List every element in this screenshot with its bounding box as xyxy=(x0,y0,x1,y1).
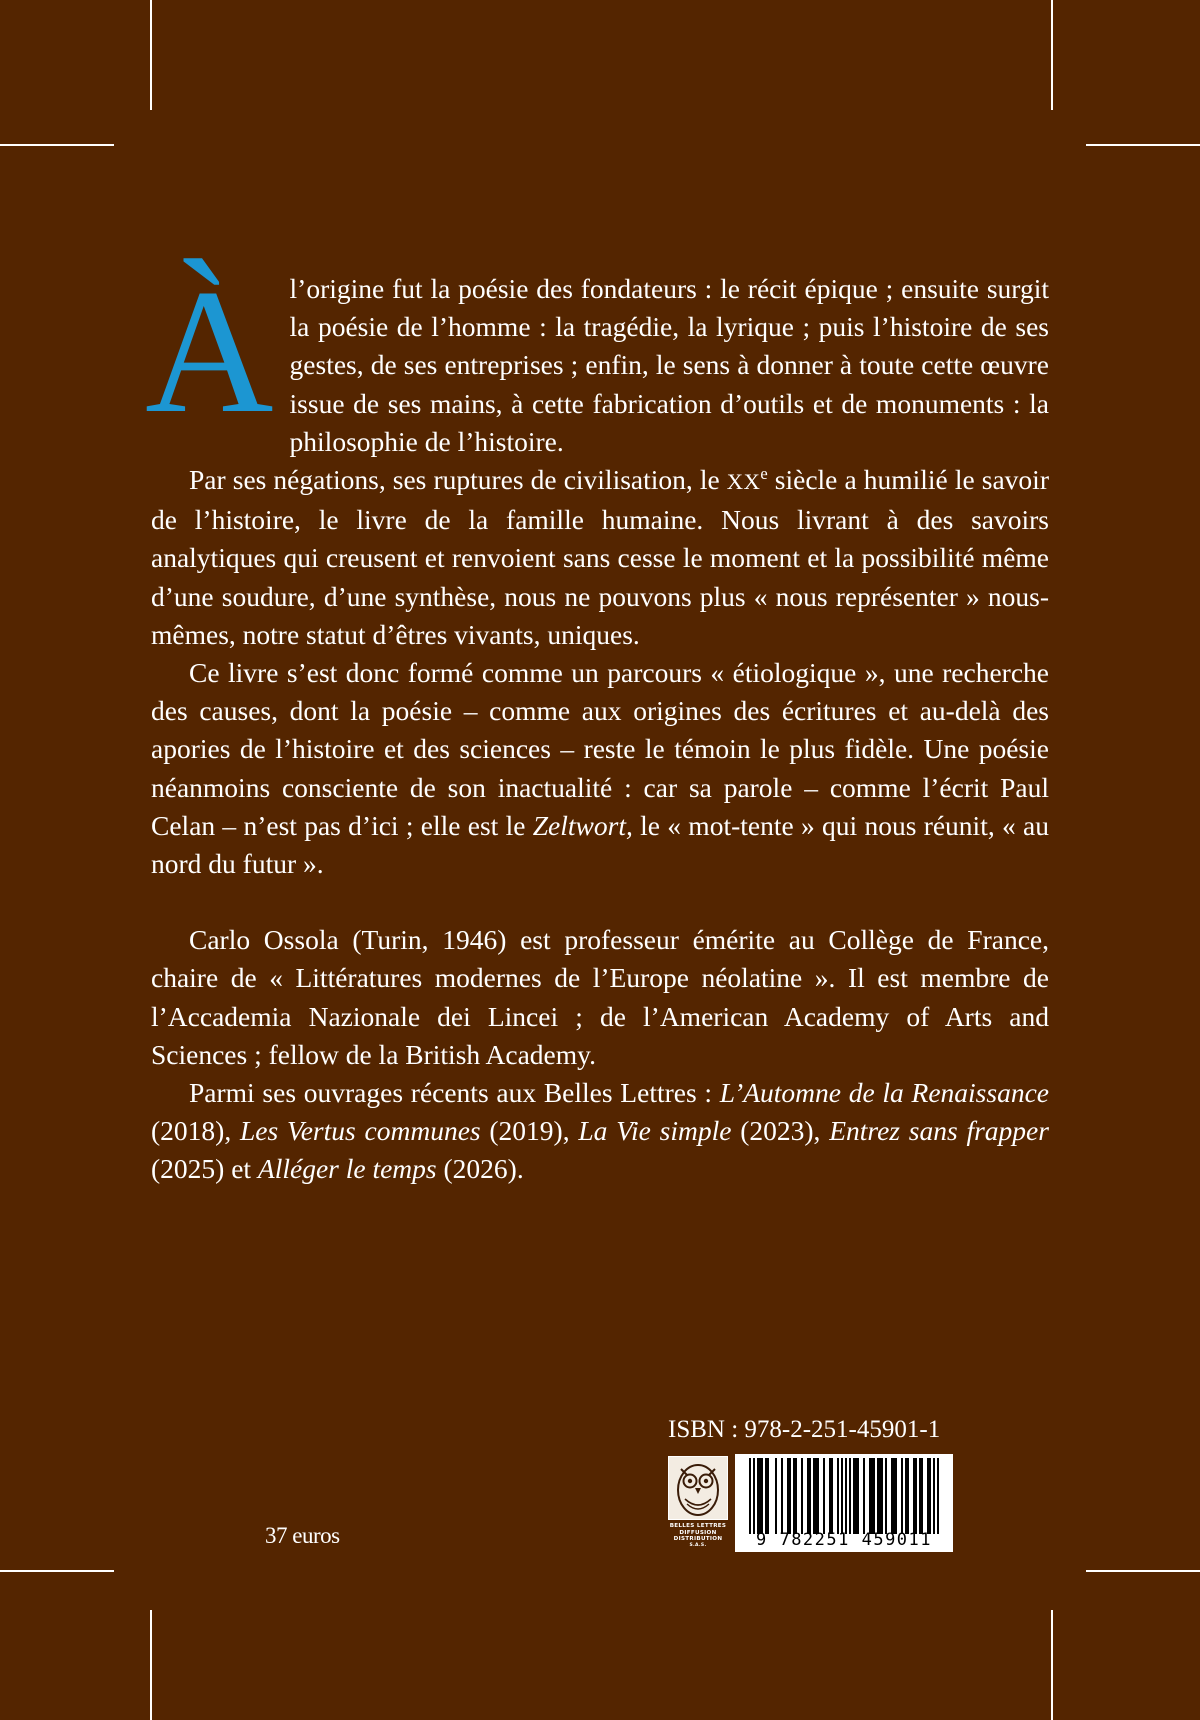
barcode-bar xyxy=(891,1458,893,1534)
barcode-bar xyxy=(789,1458,791,1534)
barcode-bar xyxy=(927,1458,929,1534)
barcode-bar xyxy=(761,1458,763,1534)
barcode-bar xyxy=(823,1458,825,1534)
barcode-bar xyxy=(787,1458,789,1534)
barcode-bar xyxy=(863,1458,865,1534)
barcode-bar xyxy=(929,1458,931,1534)
barcode-bar xyxy=(915,1458,917,1534)
barcode-bar xyxy=(757,1458,759,1534)
barcode-bar xyxy=(749,1458,751,1534)
barcode-bar xyxy=(845,1458,847,1534)
barcode-bar xyxy=(849,1458,851,1534)
barcode-bar xyxy=(817,1458,819,1534)
barcode-bar xyxy=(855,1458,857,1534)
author-bio: Carlo Ossola (Turin, 1946) est professeur émérite au Collège de France, chaire de « Littératures modernes de l’Europe néolatine ». Il est membre de l’Accademia Nazionale dei Lincei ; de l’American Academy of Arts and Sciences ; fellow de la British Academy. xyxy=(151,924,1049,1070)
barcode-bars xyxy=(735,1458,953,1534)
blurb-paragraph-1: À l’origine fut la poésie des fondateurs : le récit épique ; ensuite surgit la poésie de l’homme : la tragédie, la lyrique ; puis l’histoire de ses gestes, de ses entreprises ; enfin, le sens à donner à toute cette œuvre issue de ses mains, à cette fabrication d’outils et de monuments : la philosophie de l’histoire. xyxy=(145,252,1049,457)
barcode-bar xyxy=(753,1458,755,1534)
blurb-paragraph-3: Ce livre s’est donc formé comme un parcours « étiologique », une recherche des causes, dont la poésie – comme aux origines des écritures et au-delà des apories de l’histoire et des sciences – reste le témoin le plus fidèle. Une poésie néanmoins consciente de son inactualité : car sa parole – comme l’écrit Paul Celan – n’est pas d’ici ; elle est le Zeltwort, le « mot-tente » qui nous réunit, « au nord du futur ». xyxy=(151,657,1049,880)
work-title: La Vie simple xyxy=(578,1115,732,1147)
barcode-bar xyxy=(853,1458,855,1534)
barcode-bar xyxy=(905,1458,907,1534)
barcode-bar xyxy=(907,1458,909,1534)
back-cover-text xyxy=(145,252,1049,1189)
century-numeral: XX xyxy=(726,469,761,495)
work-title: Alléger le temps xyxy=(257,1153,437,1185)
crop-mark-top-right xyxy=(1051,0,1053,110)
barcode-bar xyxy=(775,1458,777,1534)
work-title: Entrez sans frapper xyxy=(829,1115,1049,1147)
barcode-bar xyxy=(759,1458,761,1534)
barcode-bar xyxy=(893,1458,895,1534)
crop-mark-left-top xyxy=(0,144,114,146)
barcode-digits: 9 782251 459011 xyxy=(755,1530,933,1550)
barcode-bar xyxy=(885,1458,887,1534)
crop-mark-bottom-right xyxy=(1051,1610,1053,1720)
barcode-bar xyxy=(765,1458,767,1534)
crop-mark-bottom-left xyxy=(150,1610,152,1720)
barcode-bar xyxy=(913,1458,915,1534)
barcode-bar xyxy=(841,1458,843,1534)
barcode-bar xyxy=(801,1458,803,1534)
work-title: L’Automne de la Renaissance xyxy=(719,1077,1049,1109)
barcode-bar xyxy=(837,1458,839,1534)
barcode-bar xyxy=(879,1458,881,1534)
barcode-bar xyxy=(937,1458,939,1534)
publisher-logo-text: BELLES LETTRES DIFFUSION DISTRIBUTION S.A.S. xyxy=(669,1523,727,1548)
barcode-bar xyxy=(767,1458,769,1534)
publisher-logo xyxy=(668,1456,728,1564)
crop-mark-top-left xyxy=(150,0,152,110)
barcode-bar xyxy=(809,1458,811,1534)
barcode-bar xyxy=(919,1458,921,1534)
barcode-bar xyxy=(793,1458,795,1534)
drop-cap: À xyxy=(145,252,274,450)
century-superscript: e xyxy=(760,463,768,483)
barcode-bar xyxy=(895,1458,897,1534)
price-label: 37 euros xyxy=(265,1523,340,1548)
barcode-bar xyxy=(829,1458,831,1534)
barcode-bar xyxy=(869,1458,871,1534)
barcode-bar xyxy=(871,1458,873,1534)
author-works: Parmi ses ouvrages récents aux Belles Lettres : L’Automne de la Renaissance (2018), Les Vertus communes (2019), La Vie simple (2023), Entrez sans frapper (2025) et Alléger le temps (2026). xyxy=(151,1077,1049,1185)
crop-mark-right-top xyxy=(1086,144,1200,146)
barcode-bar xyxy=(901,1458,903,1534)
barcode-bar xyxy=(781,1458,783,1534)
crop-mark-left-bottom xyxy=(0,1570,114,1572)
barcode-bar xyxy=(873,1458,875,1534)
owl-icon xyxy=(668,1456,728,1520)
barcode xyxy=(735,1454,953,1552)
barcode-bar xyxy=(857,1458,859,1534)
blurb-paragraph-2: Par ses négations, ses ruptures de civilisation, le XXe siècle a humilié le savoir de l’histoire, le livre de la famille humaine. Nous livrant à des savoirs analytiques qui creusent et renvoient sans cesse le moment et la possibilité même d’une soudure, d’une synthèse, nous ne pouvons plus « nous représenter » nous-mêmes, notre statut d’êtres vivants, uniques. xyxy=(151,463,1049,650)
barcode-bar xyxy=(933,1458,935,1534)
barcode-bar xyxy=(813,1458,815,1534)
barcode-bar xyxy=(795,1458,797,1534)
barcode-bar xyxy=(877,1458,879,1534)
barcode-bar xyxy=(881,1458,883,1534)
barcode-bar xyxy=(815,1458,817,1534)
barcode-bar xyxy=(921,1458,923,1534)
barcode-bar xyxy=(807,1458,809,1534)
zeltwort-term: Zeltwort, xyxy=(532,809,633,841)
barcode-bar xyxy=(831,1458,833,1534)
crop-mark-right-bottom xyxy=(1086,1570,1200,1572)
work-title: Les Vertus communes xyxy=(239,1115,481,1147)
isbn-label: ISBN : 978-2-251-45901-1 xyxy=(668,1416,941,1443)
